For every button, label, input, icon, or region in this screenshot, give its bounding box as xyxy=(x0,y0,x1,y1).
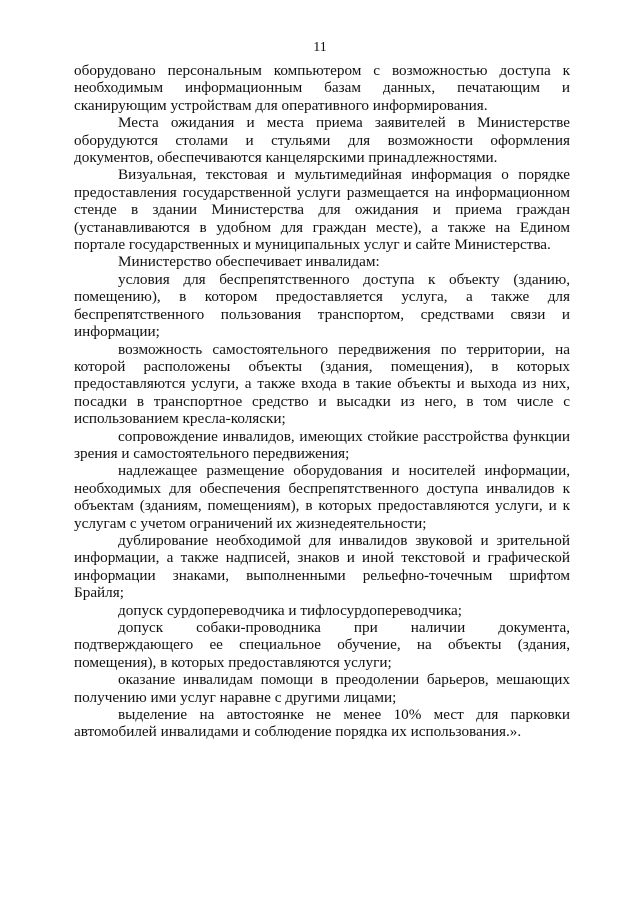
list-item-access-conditions: условия для беспрепятственного доступа к объекту (зданию, помещению), в котором предоставляется услуга, а также для беспрепятственного пользования транспортом, средствами связи и информации; xyxy=(74,270,570,341)
page-number: 11 xyxy=(313,40,327,55)
list-item-equipment-placement: надлежащее размещение оборудования и носителей информации, необходимых для обеспечения беспрепятственного доступа инвалидов к объектам (зданиям, помещениям), в которых предоставляются услуги, и к услугам с учетом ограничений их жизнедеятельности; xyxy=(74,462,570,532)
paragraph-information-stand: Визуальная, текстовая и мультимедийная информация о порядке предоставления государственной услуги размещается на информационном стенде в здании Министерства для ожидания и приема граждан (устанавливаются в удобном для граждан месте), а также на Едином портале государственных и муниципальных услуг и сайте Министерства. xyxy=(74,166,570,254)
list-item-information-duplication: дублирование необходимой для инвалидов звуковой и зрительной информации, а также надписей, знаков и иной текстовой и графической информации знаками, выполненными рельефно-точечным шрифтом Брайля; xyxy=(74,531,570,602)
list-item-independent-movement: возможность самостоятельного передвижения по территории, на которой расположены объекты (здания, помещения), в которых предоставляются услуги, а также входа в такие объекты и выхода из них, посадки в транспортное средство и высадки из него, в том числе с использованием кресла-коляски; xyxy=(74,340,570,428)
document-body xyxy=(74,62,570,741)
list-item-parking: выделение на автостоянке не менее 10% мест для парковки автомобилей инвалидами и соблюдение порядка их использования.». xyxy=(74,706,570,741)
paragraph-waiting-places: Места ожидания и места приема заявителей в Министерстве оборудуются столами и стульями для возможности оформления документов, обеспечиваются канцелярскими принадлежностями. xyxy=(74,114,570,167)
paragraph-computer-equipment: оборудовано персональным компьютером с возможностью доступа к необходимым информационным базам данных, печатающим и сканирующим устройствам для оперативного информирования. xyxy=(74,62,570,114)
paragraph-ministry-provides: Министерство обеспечивает инвалидам: xyxy=(118,253,380,271)
list-item-barrier-assistance: оказание инвалидам помощи в преодолении барьеров, мешающих получению ими услуг наравне с другими лицами; xyxy=(74,671,570,706)
list-item-escort: сопровождение инвалидов, имеющих стойкие расстройства функции зрения и самостоятельного передвижения; xyxy=(74,427,570,462)
list-item-sign-interpreter: допуск сурдопереводчика и тифлосурдопереводчика; xyxy=(118,601,462,619)
list-item-guide-dog: допуск собаки-проводника при наличии документа, подтверждающего ее специальное обучение, на объекты (здания, помещения), в которых предоставляются услуги; xyxy=(74,619,570,671)
